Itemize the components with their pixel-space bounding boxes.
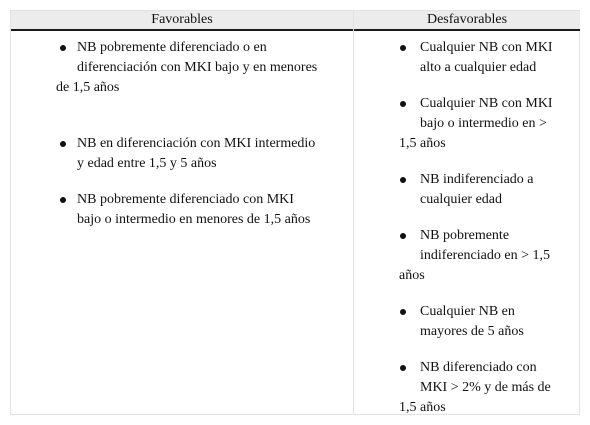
list-item (11, 134, 353, 174)
item-text-line: bajo o intermedio en menores de 1,5 años (77, 212, 311, 227)
item-text-line: de 1,5 años (56, 80, 120, 95)
bullet-icon (60, 141, 66, 147)
prognosis-table (10, 10, 580, 415)
list-item (354, 302, 580, 342)
header-favorable: Favorables (11, 11, 353, 31)
item-text-line: años (399, 268, 425, 283)
item-text-line: NB en diferenciación con MKI intermedio (77, 136, 316, 151)
list-item (11, 38, 353, 98)
list-item (354, 94, 580, 154)
item-text-line: y edad entre 1,5 y 5 años (77, 156, 217, 171)
item-text-line: NB pobremente (420, 228, 510, 243)
item-text-line: 1,5 años (399, 136, 446, 151)
bullet-icon (400, 101, 406, 107)
header-unfavorable: Desfavorables (354, 11, 580, 31)
item-text-line: MKI > 2% y de más de (420, 380, 551, 395)
item-text-line: Cualquier NB con MKI (420, 96, 553, 111)
list-item (354, 170, 580, 210)
item-text-line: NB pobremente diferenciado o en (77, 40, 267, 55)
item-text-line: 1,5 años (399, 400, 446, 415)
item-text-line: cualquier edad (420, 192, 503, 207)
item-text-line: diferenciación con MKI bajo y en menores (77, 60, 318, 75)
item-text-line: Cualquier NB en (420, 304, 515, 319)
bullet-icon (400, 309, 406, 315)
item-text-line: indiferenciado en > 1,5 (420, 248, 550, 263)
bullet-icon (400, 365, 406, 371)
bullet-icon (400, 177, 406, 183)
list-item (11, 190, 353, 230)
bullet-icon (60, 197, 66, 203)
item-text-line: NB pobremente diferenciado con MKI (77, 192, 294, 207)
bullet-icon (60, 45, 66, 51)
item-text-line: bajo o intermedio en > (420, 116, 547, 131)
item-text-line: alto a cualquier edad (420, 60, 537, 75)
item-text-line: NB diferenciado con (420, 360, 537, 375)
bullet-icon (400, 45, 406, 51)
list-item (354, 358, 580, 418)
bullet-icon (400, 233, 406, 239)
item-text-line: Cualquier NB con MKI (420, 40, 553, 55)
item-text-line: NB indiferenciado a (420, 172, 534, 187)
item-text-line: mayores de 5 años (420, 324, 524, 339)
list-item (354, 38, 580, 78)
list-item (354, 226, 580, 286)
